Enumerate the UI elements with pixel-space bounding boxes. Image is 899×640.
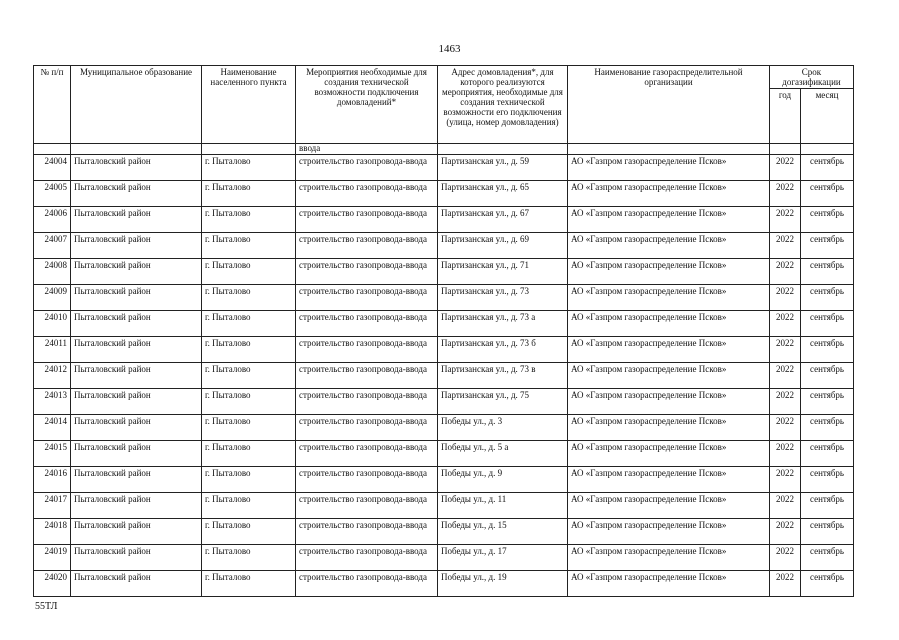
row-settlement: г. Пыталово (202, 389, 296, 415)
row-number: 24013 (34, 389, 71, 415)
row-year: 2022 (770, 363, 801, 389)
header-year: год (770, 89, 801, 144)
table-row (34, 155, 854, 181)
row-measure: строительство газопровода-ввода (296, 545, 438, 571)
row-number: 24017 (34, 493, 71, 519)
header-num: № п/п (34, 66, 71, 144)
row-month: сентябрь (801, 389, 854, 415)
table-row (34, 259, 854, 285)
row-year: 2022 (770, 285, 801, 311)
row-number: 24007 (34, 233, 71, 259)
row-settlement: г. Пыталово (202, 545, 296, 571)
row-organization: АО «Газпром газораспределение Псков» (568, 311, 770, 337)
row-address: Победы ул., д. 15 (438, 519, 568, 545)
row-address: Победы ул., д. 17 (438, 545, 568, 571)
row-settlement: г. Пыталово (202, 519, 296, 545)
header-month: месяц (801, 89, 854, 144)
row-number: 24010 (34, 311, 71, 337)
row-year: 2022 (770, 311, 801, 337)
row-organization: АО «Газпром газораспределение Псков» (568, 337, 770, 363)
row-municipality: Пыталовский район (71, 155, 202, 181)
row-month: сентябрь (801, 493, 854, 519)
row-year: 2022 (770, 545, 801, 571)
row-settlement: г. Пыталово (202, 571, 296, 597)
row-year: 2022 (770, 415, 801, 441)
table-row (34, 207, 854, 233)
row-settlement: г. Пыталово (202, 467, 296, 493)
row-year: 2022 (770, 571, 801, 597)
row-settlement: г. Пыталово (202, 181, 296, 207)
row-organization: АО «Газпром газораспределение Псков» (568, 259, 770, 285)
row-settlement: г. Пыталово (202, 155, 296, 181)
row-number: 24019 (34, 545, 71, 571)
row-number: 24005 (34, 181, 71, 207)
row-number: 24008 (34, 259, 71, 285)
row-municipality: Пыталовский район (71, 545, 202, 571)
row-year: 2022 (770, 155, 801, 181)
row-measure: строительство газопровода-ввода (296, 155, 438, 181)
table-row (34, 389, 854, 415)
row-year: 2022 (770, 207, 801, 233)
table-row (34, 571, 854, 597)
row-month: сентябрь (801, 441, 854, 467)
row-month: сентябрь (801, 207, 854, 233)
row-settlement: г. Пыталово (202, 363, 296, 389)
row-number: 24015 (34, 441, 71, 467)
row-month: сентябрь (801, 285, 854, 311)
row-municipality: Пыталовский район (71, 389, 202, 415)
header-settlement: Наименование населенного пункта (202, 66, 296, 144)
row-month: сентябрь (801, 545, 854, 571)
row-settlement: г. Пыталово (202, 285, 296, 311)
table-row (34, 337, 854, 363)
row-address: Партизанская ул., д. 69 (438, 233, 568, 259)
header-address: Адрес домовладения*, для которого реализуются мероприятия, необходимые для создания технической возможности его подключения (улица, номер домовладения) (438, 66, 568, 144)
row-year: 2022 (770, 493, 801, 519)
table-row (34, 441, 854, 467)
header-municipality: Муниципальное образование (71, 66, 202, 144)
row-settlement: г. Пыталово (202, 207, 296, 233)
row-measure: строительство газопровода-ввода (296, 311, 438, 337)
row-organization: АО «Газпром газораспределение Псков» (568, 233, 770, 259)
row-address: Партизанская ул., д. 75 (438, 389, 568, 415)
table-row (34, 519, 854, 545)
row-organization: АО «Газпром газораспределение Псков» (568, 519, 770, 545)
row-month: сентябрь (801, 155, 854, 181)
continuation-row (34, 144, 854, 155)
row-organization: АО «Газпром газораспределение Псков» (568, 545, 770, 571)
row-settlement: г. Пыталово (202, 441, 296, 467)
row-organization: АО «Газпром газораспределение Псков» (568, 363, 770, 389)
row-address: Партизанская ул., д. 65 (438, 181, 568, 207)
row-number: 24014 (34, 415, 71, 441)
row-year: 2022 (770, 441, 801, 467)
gasification-table (33, 65, 854, 597)
row-month: сентябрь (801, 363, 854, 389)
row-measure: строительство газопровода-ввода (296, 363, 438, 389)
header-row (34, 66, 854, 89)
row-municipality: Пыталовский район (71, 571, 202, 597)
table-row (34, 467, 854, 493)
row-measure: строительство газопровода-ввода (296, 181, 438, 207)
row-organization: АО «Газпром газораспределение Псков» (568, 415, 770, 441)
row-organization: АО «Газпром газораспределение Псков» (568, 155, 770, 181)
row-organization: АО «Газпром газораспределение Псков» (568, 389, 770, 415)
row-measure: строительство газопровода-ввода (296, 259, 438, 285)
row-municipality: Пыталовский район (71, 285, 202, 311)
table-row (34, 181, 854, 207)
row-municipality: Пыталовский район (71, 181, 202, 207)
footer-code: 55ТЛ (35, 601, 58, 612)
row-measure: строительство газопровода-ввода (296, 389, 438, 415)
table-row (34, 545, 854, 571)
row-number: 24004 (34, 155, 71, 181)
row-measure: строительство газопровода-ввода (296, 493, 438, 519)
row-municipality: Пыталовский район (71, 311, 202, 337)
row-organization: АО «Газпром газораспределение Псков» (568, 181, 770, 207)
row-measure: строительство газопровода-ввода (296, 415, 438, 441)
table-row (34, 493, 854, 519)
row-address: Партизанская ул., д. 73 в (438, 363, 568, 389)
table-row (34, 363, 854, 389)
row-settlement: г. Пыталово (202, 337, 296, 363)
row-address: Победы ул., д. 11 (438, 493, 568, 519)
row-month: сентябрь (801, 571, 854, 597)
row-municipality: Пыталовский район (71, 363, 202, 389)
row-number: 24006 (34, 207, 71, 233)
row-address: Партизанская ул., д. 67 (438, 207, 568, 233)
row-number: 24009 (34, 285, 71, 311)
continuation-text: ввода (296, 144, 438, 155)
row-month: сентябрь (801, 233, 854, 259)
row-measure: строительство газопровода-ввода (296, 571, 438, 597)
row-organization: АО «Газпром газораспределение Псков» (568, 207, 770, 233)
row-year: 2022 (770, 233, 801, 259)
table-row (34, 285, 854, 311)
row-organization: АО «Газпром газораспределение Псков» (568, 441, 770, 467)
row-organization: АО «Газпром газораспределение Псков» (568, 493, 770, 519)
row-settlement: г. Пыталово (202, 415, 296, 441)
row-organization: АО «Газпром газораспределение Псков» (568, 571, 770, 597)
row-month: сентябрь (801, 415, 854, 441)
row-municipality: Пыталовский район (71, 337, 202, 363)
row-year: 2022 (770, 181, 801, 207)
row-number: 24020 (34, 571, 71, 597)
row-address: Победы ул., д. 19 (438, 571, 568, 597)
row-number: 24011 (34, 337, 71, 363)
row-month: сентябрь (801, 259, 854, 285)
row-address: Партизанская ул., д. 73 (438, 285, 568, 311)
table-row (34, 415, 854, 441)
page-number: 1463 (438, 43, 461, 55)
row-year: 2022 (770, 467, 801, 493)
row-municipality: Пыталовский район (71, 259, 202, 285)
row-municipality: Пыталовский район (71, 233, 202, 259)
row-measure: строительство газопровода-ввода (296, 519, 438, 545)
row-measure: строительство газопровода-ввода (296, 467, 438, 493)
row-organization: АО «Газпром газораспределение Псков» (568, 285, 770, 311)
row-year: 2022 (770, 389, 801, 415)
row-settlement: г. Пыталово (202, 233, 296, 259)
row-month: сентябрь (801, 181, 854, 207)
table-row (34, 311, 854, 337)
row-municipality: Пыталовский район (71, 493, 202, 519)
row-number: 24012 (34, 363, 71, 389)
row-address: Партизанская ул., д. 73 б (438, 337, 568, 363)
row-organization: АО «Газпром газораспределение Псков» (568, 467, 770, 493)
row-month: сентябрь (801, 311, 854, 337)
row-address: Победы ул., д. 3 (438, 415, 568, 441)
row-address: Партизанская ул., д. 71 (438, 259, 568, 285)
header-term: Срок догазификации (770, 66, 854, 89)
row-measure: строительство газопровода-ввода (296, 207, 438, 233)
row-measure: строительство газопровода-ввода (296, 441, 438, 467)
table-row (34, 233, 854, 259)
row-month: сентябрь (801, 467, 854, 493)
row-month: сентябрь (801, 519, 854, 545)
row-year: 2022 (770, 337, 801, 363)
row-measure: строительство газопровода-ввода (296, 285, 438, 311)
row-number: 24018 (34, 519, 71, 545)
header-organization: Наименование газораспределительной организации (568, 66, 770, 144)
row-address: Победы ул., д. 9 (438, 467, 568, 493)
row-address: Партизанская ул., д. 73 а (438, 311, 568, 337)
row-address: Победы ул., д. 5 а (438, 441, 568, 467)
row-year: 2022 (770, 519, 801, 545)
row-address: Партизанская ул., д. 59 (438, 155, 568, 181)
row-month: сентябрь (801, 337, 854, 363)
row-municipality: Пыталовский район (71, 467, 202, 493)
row-municipality: Пыталовский район (71, 519, 202, 545)
row-measure: строительство газопровода-ввода (296, 337, 438, 363)
row-settlement: г. Пыталово (202, 493, 296, 519)
row-year: 2022 (770, 259, 801, 285)
row-settlement: г. Пыталово (202, 259, 296, 285)
row-measure: строительство газопровода-ввода (296, 233, 438, 259)
row-number: 24016 (34, 467, 71, 493)
row-municipality: Пыталовский район (71, 207, 202, 233)
row-settlement: г. Пыталово (202, 311, 296, 337)
row-municipality: Пыталовский район (71, 415, 202, 441)
header-measures: Мероприятия необходимые для создания технической возможности подключения домовладений* (296, 66, 438, 144)
row-municipality: Пыталовский район (71, 441, 202, 467)
